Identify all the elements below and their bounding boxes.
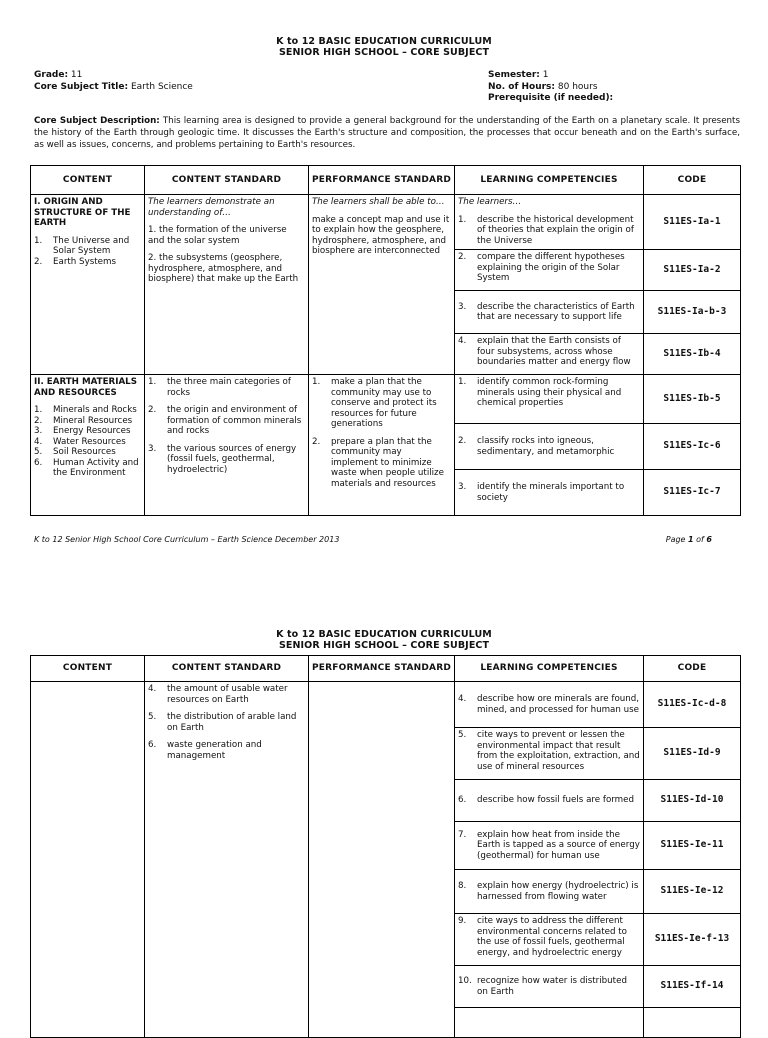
- section-2-content: [31, 375, 145, 516]
- competency-cell: 7. explain how heat from inside the Earth is tapped as a source of energy (geothermal) for human use: [455, 822, 644, 870]
- header-performance-standard: PERFORMANCE STANDARD: [309, 656, 455, 682]
- section-1-content: [31, 195, 145, 375]
- competency-code: S11ES-Id-9: [644, 728, 741, 780]
- header-content: CONTENT: [31, 166, 145, 195]
- list-item: 5. the distribution of arable land on Earth: [148, 712, 297, 733]
- header-code: CODE: [644, 166, 741, 195]
- header-line-2: SENIOR HIGH SCHOOL – CORE SUBJECT: [278, 640, 490, 651]
- competency-cell: 10. recognize how water is distributed on Earth: [455, 966, 644, 1008]
- subject-title-value: Earth Science: [130, 81, 193, 92]
- competency-text: classify rocks into igneous, sedimentary, and metamorphic: [477, 436, 615, 457]
- section-1-performance-standard: [309, 195, 455, 375]
- list-item: 1. make a plan that the community may use to conserve and protect its resources for future generations: [312, 377, 437, 429]
- competency-text: describe the historical development of theories that explain the origin of the Universe: [477, 214, 634, 246]
- table-header-row: [31, 656, 741, 682]
- competency-text: explain how energy (hydroelectric) is harnessed from flowing water: [477, 881, 639, 902]
- competency-cell: 2. compare the different hypotheses explaining the origin of the Solar System: [455, 250, 644, 291]
- prerequisite-label: Prerequisite (if needed):: [488, 93, 614, 103]
- competency-code: S11ES-Ia-1: [644, 195, 741, 250]
- section-1-content-standard: [145, 195, 309, 375]
- hours-label: No. of Hours:: [488, 81, 556, 92]
- competency-code: S11ES-Ib-5: [644, 375, 741, 424]
- competency-text: compare the different hypotheses explaining the origin of the Solar System: [477, 252, 625, 283]
- curriculum-header: [0, 36, 768, 58]
- semester-value: 1: [542, 70, 549, 80]
- list-item: 6. Human Activity and the Environment: [34, 457, 139, 478]
- subject-meta-left: [34, 70, 193, 93]
- competency-text: identify the minerals important to society: [477, 482, 625, 503]
- curriculum-table-page-2: [30, 655, 741, 1038]
- competency-text: describe how ore minerals are found, mined, and processed for human use: [477, 694, 640, 715]
- competency-code: S11ES-Ie-12: [644, 870, 741, 914]
- grade-value: 11: [70, 70, 83, 80]
- header-content-standard: CONTENT STANDARD: [145, 166, 309, 195]
- grade-label: Grade:: [34, 70, 69, 80]
- list-item: 4. Water Resources: [34, 436, 126, 447]
- header-line-2: SENIOR HIGH SCHOOL – CORE SUBJECT: [278, 47, 490, 58]
- description-label: Core Subject Description:: [34, 116, 160, 126]
- table-row: [31, 375, 741, 424]
- competency-cell: The learners… 1. describe the historical development of theories that explain the origin of the Universe: [455, 195, 644, 250]
- section-2-content-list: [34, 405, 141, 479]
- competency-code: S11ES-Ic-d-8: [644, 682, 741, 728]
- header-line-1: K to 12 BASIC EDUCATION CURRICULUM: [276, 629, 492, 640]
- list-item: 3. the various sources of energy (fossil fuels, geothermal, hydroelectric): [148, 443, 297, 475]
- lc-intro: The learners…: [458, 197, 522, 207]
- table-header-row: [31, 166, 741, 195]
- competency-code: S11ES-Ic-7: [644, 470, 741, 516]
- competency-cell: 4. explain that the Earth consists of four subsystems, across whose boundaries matter and energy flow: [455, 334, 644, 375]
- list-item: 1. the three main categories of rocks: [148, 377, 291, 398]
- competency-cell: 6. describe how fossil fuels are formed: [455, 780, 644, 822]
- competency-cell: 9. cite ways to address the different environmental concerns related to the use of fossil fuels, geothermal energy, and hydroelectric energy: [455, 914, 644, 966]
- list-item: 4. the amount of usable water resources on Earth: [148, 684, 288, 705]
- curriculum-header-page-2: [0, 629, 768, 651]
- header-learning-competencies: LEARNING COMPETENCIES: [455, 166, 644, 195]
- curriculum-table-page-1: [30, 165, 741, 516]
- cs-item: 1. the formation of the universe and the solar system: [148, 225, 287, 246]
- competency-cell-partial: [455, 1008, 644, 1038]
- competency-cell: 3. identify the minerals important to society: [455, 470, 644, 516]
- competency-cell: 2. classify rocks into igneous, sedimentary, and metamorphic: [455, 424, 644, 470]
- competency-code: S11ES-Id-10: [644, 780, 741, 822]
- competency-cell: 8. explain how energy (hydroelectric) is harnessed from flowing water: [455, 870, 644, 914]
- footer-title: K to 12 Senior High School Core Curriculum – Earth Science December 2013: [34, 535, 340, 544]
- section-1-content-list: [34, 236, 141, 268]
- competency-text: describe the characteristics of Earth that are necessary to support life: [477, 301, 635, 322]
- competency-code: S11ES-Ia-2: [644, 250, 741, 291]
- header-learning-competencies: LEARNING COMPETENCIES: [455, 656, 644, 682]
- competency-text: cite ways to prevent or lessen the environmental impact that result from the exploitation, extraction, and use of mineral resources: [477, 730, 640, 772]
- competency-code-partial: [644, 1008, 741, 1038]
- competency-code: S11ES-Ie-11: [644, 822, 741, 870]
- list-item: 6. waste generation and management: [148, 740, 262, 761]
- competency-text: identify common rock-forming minerals using their physical and chemical properties: [477, 377, 622, 408]
- subject-meta-right: [488, 70, 613, 105]
- page-footer: [34, 535, 712, 544]
- list-item: 2. Mineral Resources: [34, 415, 133, 426]
- competency-code: S11ES-Ib-4: [644, 334, 741, 375]
- content-standard-cell: [145, 682, 309, 1038]
- page-number: Page 1 of 6: [665, 535, 712, 544]
- hours-value: 80 hours: [557, 81, 598, 92]
- competency-code: S11ES-Ia-b-3: [644, 291, 741, 334]
- section-2-title: II. EARTH MATERIALS AND RESOURCES: [34, 377, 137, 398]
- list-item: 2. prepare a plan that the community may implement to minimize waste when people utilize materials and resources: [312, 436, 444, 489]
- ps-intro: The learners shall be able to…: [312, 197, 445, 207]
- subject-title-label: Core Subject Title:: [34, 81, 129, 92]
- header-line-1: K to 12 BASIC EDUCATION CURRICULUM: [276, 36, 492, 47]
- ps-text: make a concept map and use it to explain how the geosphere, hydrosphere, atmosphere, and biosphere are interconnected: [312, 214, 450, 256]
- semester-label: Semester:: [488, 70, 540, 80]
- competency-cell: 1. identify common rock-forming minerals using their physical and chemical properties: [455, 375, 644, 424]
- header-code: CODE: [644, 656, 741, 682]
- list-item: 3. Energy Resources: [34, 426, 131, 436]
- section-2-content-standard: [145, 375, 309, 516]
- section-2-performance-standard: [309, 375, 455, 516]
- cs-item: 2. the subsystems (geosphere, hydrosphere, atmosphere, and biosphere) that make up the Earth: [148, 253, 299, 284]
- list-item: 1. The Universe and Solar System: [34, 235, 130, 256]
- competency-text: recognize how water is distributed on Earth: [477, 976, 627, 997]
- competency-code: S11ES-Ic-6: [644, 424, 741, 470]
- subject-description: [34, 116, 740, 151]
- competency-cell: 3. describe the characteristics of Earth that are necessary to support life: [455, 291, 644, 334]
- cs-intro: The learners demonstrate an understanding of…: [148, 197, 275, 218]
- competency-text: explain how heat from inside the Earth is tapped as a source of energy (geothermal) for human use: [477, 829, 640, 861]
- section-1-title: I. ORIGIN AND STRUCTURE OF THE EARTH: [34, 197, 131, 228]
- competency-cell: 4. describe how ore minerals are found, mined, and processed for human use: [455, 682, 644, 728]
- list-item: 2. Earth Systems: [34, 256, 116, 267]
- competency-code: S11ES-If-14: [644, 966, 741, 1008]
- header-content: CONTENT: [31, 656, 145, 682]
- performance-standard-cell-empty: [309, 682, 455, 1038]
- header-performance-standard: PERFORMANCE STANDARD: [309, 166, 455, 195]
- competency-cell: 5. cite ways to prevent or lessen the environmental impact that result from the exploitation, extraction, and use of mineral resources: [455, 728, 644, 780]
- list-item: 2. the origin and environment of formation of common minerals and rocks: [148, 405, 302, 436]
- competency-code: S11ES-Ie-f-13: [644, 914, 741, 966]
- competency-text: cite ways to address the different environmental concerns related to the use of fossil fuels, geothermal energy, and hydroelectric energy: [477, 916, 627, 958]
- table-row: [31, 195, 741, 250]
- content-cell-empty: [31, 682, 145, 1038]
- list-item: 5. Soil Resources: [34, 447, 116, 457]
- competency-text: explain that the Earth consists of four subsystems, across whose boundaries matter and energy flow: [477, 336, 631, 367]
- list-item: 1. Minerals and Rocks: [34, 405, 137, 415]
- description-text: This learning area is designed to provide a general background for the understanding of the Earth on a planetary scale. It presents the history of the Earth through geologic time. It discusses the Earth's structure and composition, the processes that occur beneath and on the Earth's surface, as well as issues, concerns, and problems pertaining to Earth's resources.: [34, 116, 740, 150]
- header-content-standard: CONTENT STANDARD: [145, 656, 309, 682]
- competency-text: describe how fossil fuels are formed: [477, 795, 635, 806]
- table-row: [31, 682, 741, 728]
